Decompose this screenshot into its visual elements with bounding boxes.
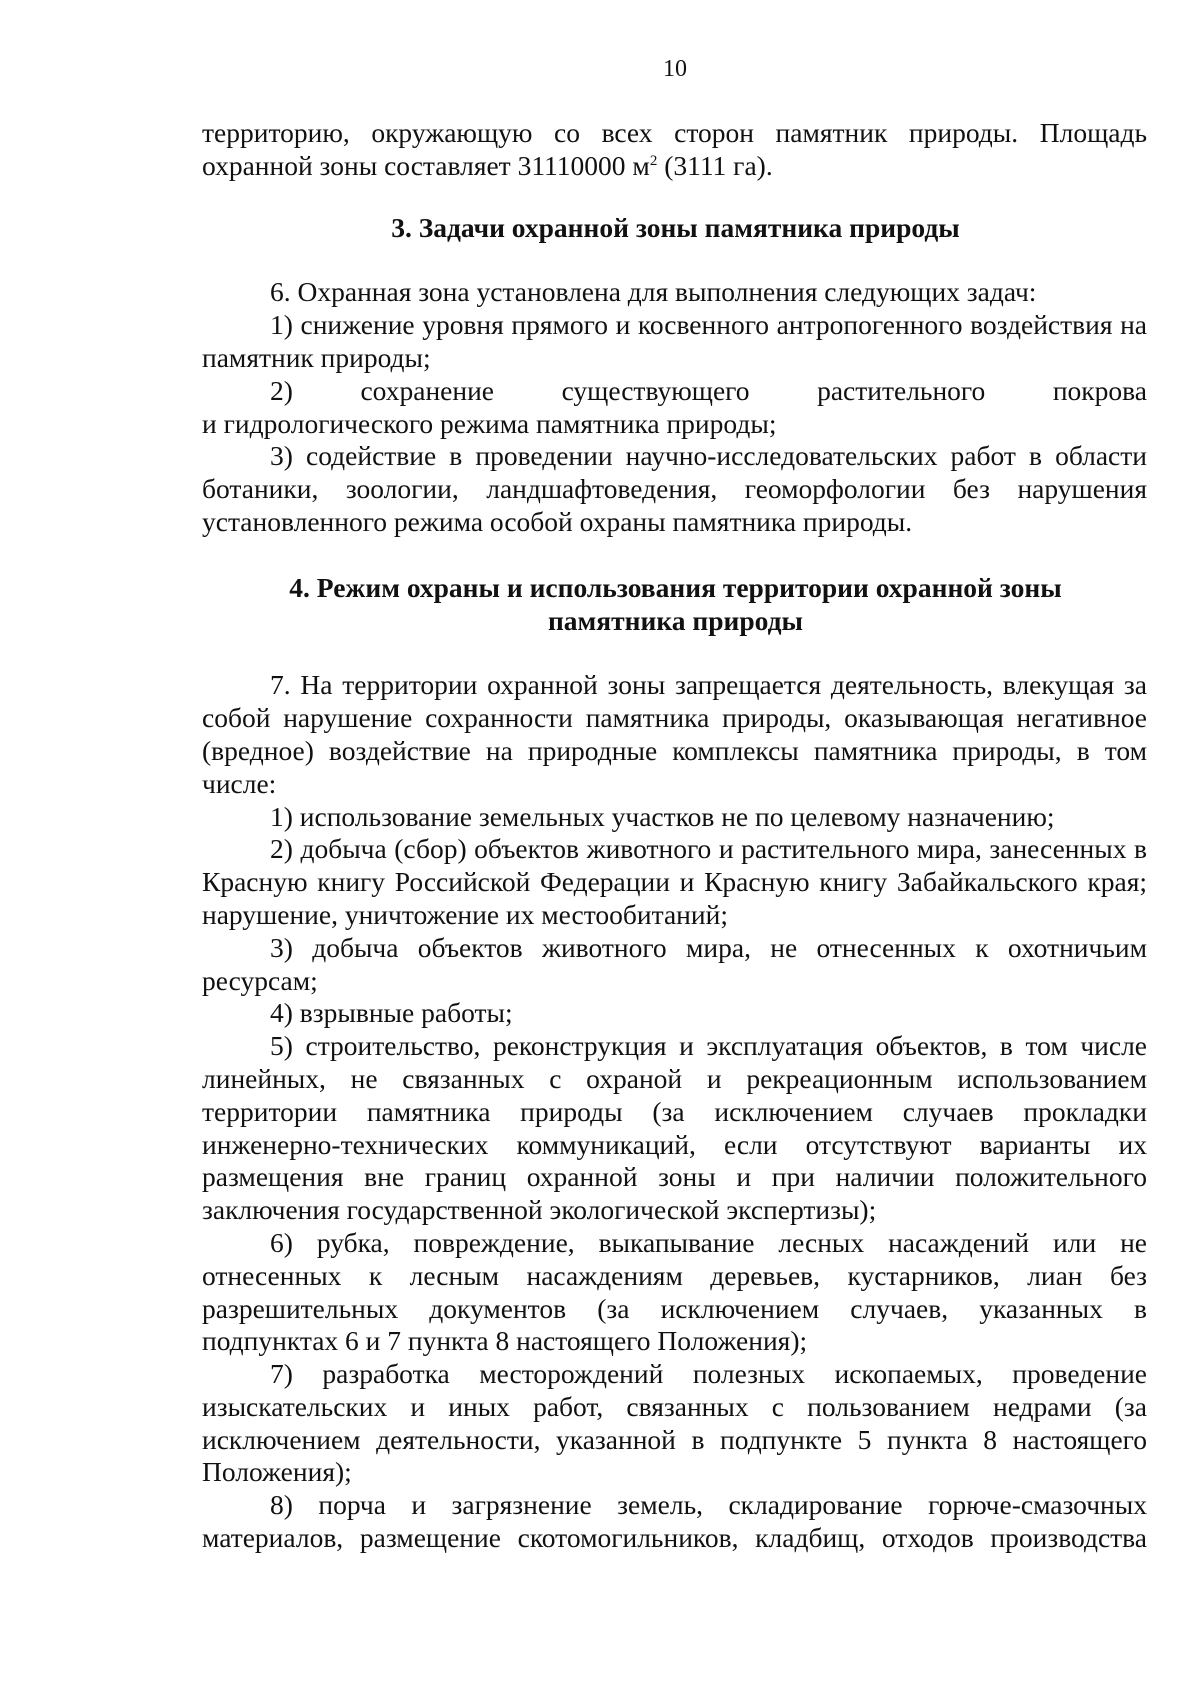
- list-item: 5) строительство, реконструкция и эксплуатация объектов, в том числе линейных, не связанных с охраной и рекреационным использованием территории памятника природы (за исключением случаев прокладки инженерно-технических коммуникаций, если отсутствуют варианты их размещения вне границ охранной зоны и при наличии положительного заключения государственной экологической экспертизы);: [202, 1030, 1147, 1226]
- list-item-continuation: и гидрологического режима памятника природы;: [202, 407, 777, 439]
- list-item: 1) снижение уровня прямого и косвенного антропогенного воздействия на памятник природы;: [202, 309, 1147, 373]
- section-3-title: 3. Задачи охранной зоны памятника природы: [391, 211, 960, 243]
- list-item: 3) добыча объектов животного мира, не отнесенных к охотничьим ресурсам;: [202, 931, 1147, 996]
- section-4-title: [202, 572, 1147, 638]
- intro-paragraph: [202, 117, 1147, 183]
- list-item: 6) рубка, повреждение, выкапывание лесных насаждений или не отнесенных к лесным насаждениям деревьев, кустарников, лиан без разрешительных документов (за исключением случаев, указанных в: [202, 1226, 1147, 1324]
- list-item: 4) взрывные работы;: [270, 997, 513, 1029]
- list-item: 7) разработка месторождений полезных ископаемых, проведение изыскательских и иных работ, связанных с пользованием недрами (за исключением деятельности, указанной в подпункте 5 пункта 8 настоящего Положения);: [202, 1358, 1147, 1488]
- list-item: 3) содействие в проведении научно-исследовательских работ в области ботаники, зоологии, ландшафтоведения, геоморфологии без нарушения установленного режима особой охраны памятника природы.: [202, 440, 1147, 537]
- list-item: 8) порча и загрязнение земель, складирование горюче-смазочных материалов, размещение скотомогильников, кладбищ, отходов производства: [202, 1489, 1147, 1554]
- list-item: 2) добыча (сбор) объектов животного и растительного мира, занесенных в Красную книгу Российской Федерации и Красную книгу Забайкальского края; нарушение, уничтожение их местообитаний;: [202, 833, 1147, 930]
- list-item: 2) сохранение существующего растительного покрова: [270, 374, 1147, 406]
- intro-text: территорию, окружающую со всех сторон памятник природы. Площадь охранной зоны составляет 31110000 м: [202, 117, 1147, 181]
- intro-tail: (3111 га).: [657, 149, 773, 181]
- page-number: 10: [663, 56, 687, 82]
- section-4-title-line: 4. Режим охраны и использования территории охранной зоны: [289, 571, 1062, 603]
- section-4-title-line: памятника природы: [547, 604, 804, 636]
- list-item: 1) использование земельных участков не по целевому назначению;: [270, 800, 1055, 832]
- superscript: 2: [649, 152, 658, 169]
- document-body: [202, 117, 1147, 1555]
- paragraph-6: 6. Охранная зона установлена для выполнения следующих задач:: [270, 276, 1037, 308]
- list-item-continuation: подпунктах 6 и 7 пункта 8 настоящего Положения);: [202, 1325, 808, 1357]
- paragraph-7: 7. На территории охранной зоны запрещается деятельность, влекущая за собой нарушение сохранности памятника природы, оказывающая негативное (вредное) воздействие на природные комплексы памятника природы, в том числе:: [202, 669, 1147, 799]
